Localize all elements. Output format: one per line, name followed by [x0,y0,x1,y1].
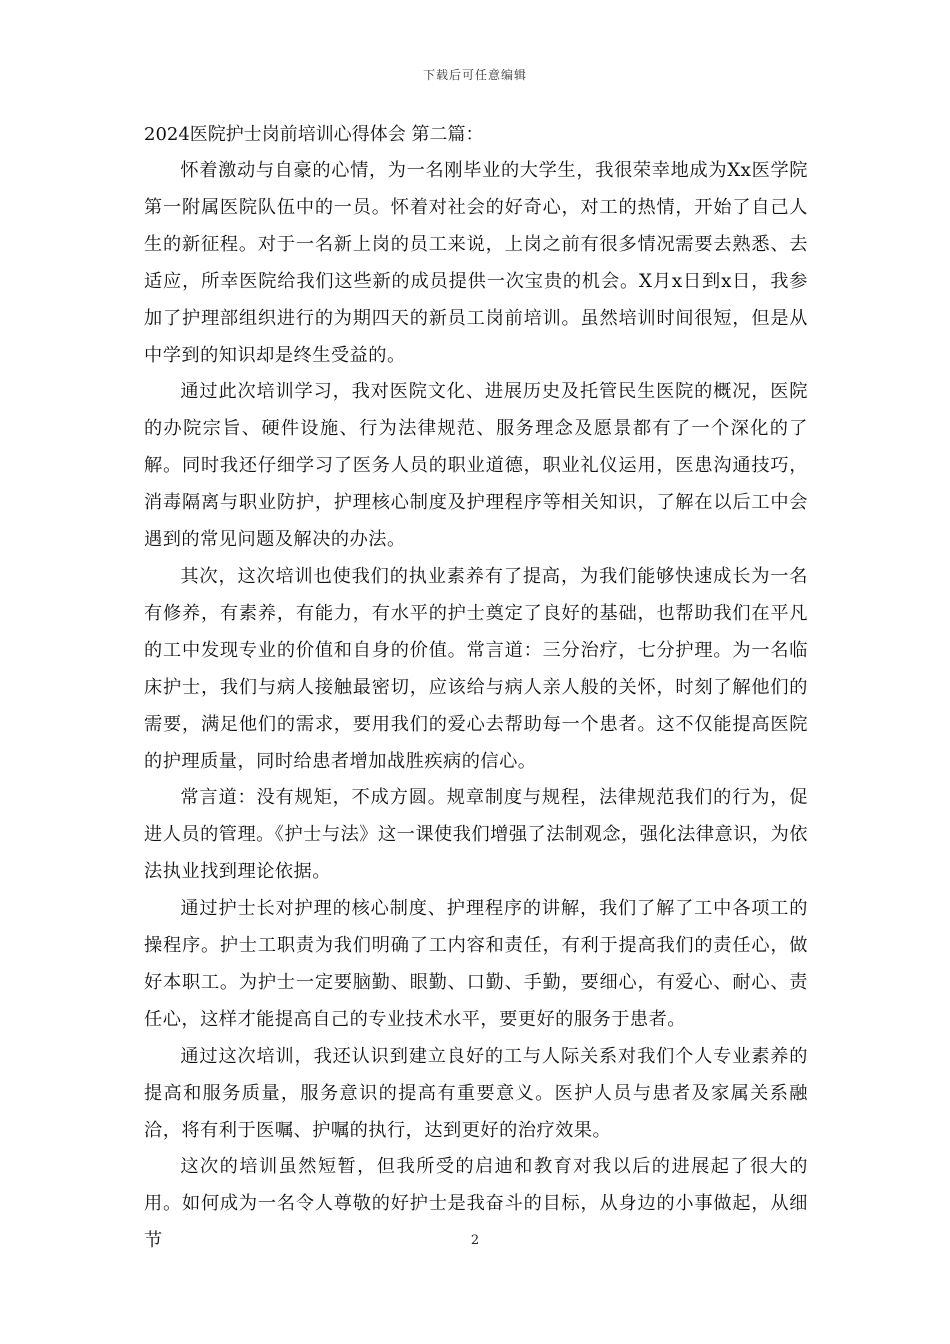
document-body [144,116,808,1260]
paragraph: 通过护士长对护理的核心制度、护理程序的讲解，我们了解了工中各项工的操程序。护士工职责为我们明确了工内容和责任，有利于提高我们的责任心，做好本职工。为护士一定要脑勤、眼勤、口勤、手勤，要细心，有爱心、耐心、责任心，这样才能提高自己的专业技术水平，要更好的服务于患者。 [144,898,808,1030]
page-number: 2 [470,1233,480,1248]
paragraph: 怀着激动与自豪的心情，为一名刚毕业的大学生，我很荣幸地成为Xx医学院第一附属医院队伍中的一员。怀着对社会的好奇心，对工的热情，开始了自己人生的新征程。对于一名新上岗的员工来说，上岗之前有很多情况需要去熟悉、去适应，所幸医院给我们这些新的成员提供一次宝贵的机会。X月x日到x日，我参加了护理部组织进行的为期四天的新员工岗前培训。虽然培训时间很短，但是从中学到的知识却是终生受益的。 [144,160,808,366]
document-title: 2024医院护士岗前培训心得体会 第二篇： [144,124,484,145]
paragraph: 常言道：没有规矩，不成方圆。规章制度与规程，法律规范我们的行为，促进人员的管理。《护士与法》这一课使我们增强了法制观念，强化法律意识，为依法执业找到理论依据。 [144,787,808,883]
paragraph: 通过这次培训，我还认识到建立良好的工与人际关系对我们个人专业素养的提高和服务质量，服务意识的提高有重要意义。医护人员与患者及家属关系融洽，将有利于医嘱、护嘱的执行，达到更好的治疗效果。 [144,1045,808,1141]
paragraph: 这次的培训虽然短暂，但我所受的启迪和教育对我以后的进展起了很大的用。如何成为一名令人尊敬的好护士是我奋斗的目标，从身边的小事做起，从细节 [144,1156,808,1252]
paragraph: 其次，这次培训也使我们的执业素养有了提高，为我们能够快速成长为一名有修养，有素养，有能力，有水平的护士奠定了良好的基础，也帮助我们在平凡的工中发现专业的价值和自身的价值。常言道：三分治疗，七分护理。为一名临床护士，我们与病人接触最密切，应该给与病人亲人般的关怀，时刻了解他们的需要，满足他们的需求，要用我们的爱心去帮助每一个患者。这不仅能提高医院的护理质量，同时给患者增加战胜疾病的信心。 [144,565,808,772]
paragraph: 通过此次培训学习，我对医院文化、进展历史及托管民生医院的概况，医院的办院宗旨、硬件设施、行为法律规范、服务理念及愿景都有了一个深化的了解。同时我还仔细学习了医务人员的职业道德，职业礼仪运用，医患沟通技巧，消毒隔离与职业防护，护理核心制度及护理程序等相关知识，了解在以后工中会遇到的常见问题及解决的办法。 [144,381,808,551]
header-note: 下载后可任意编辑 [422,68,527,82]
